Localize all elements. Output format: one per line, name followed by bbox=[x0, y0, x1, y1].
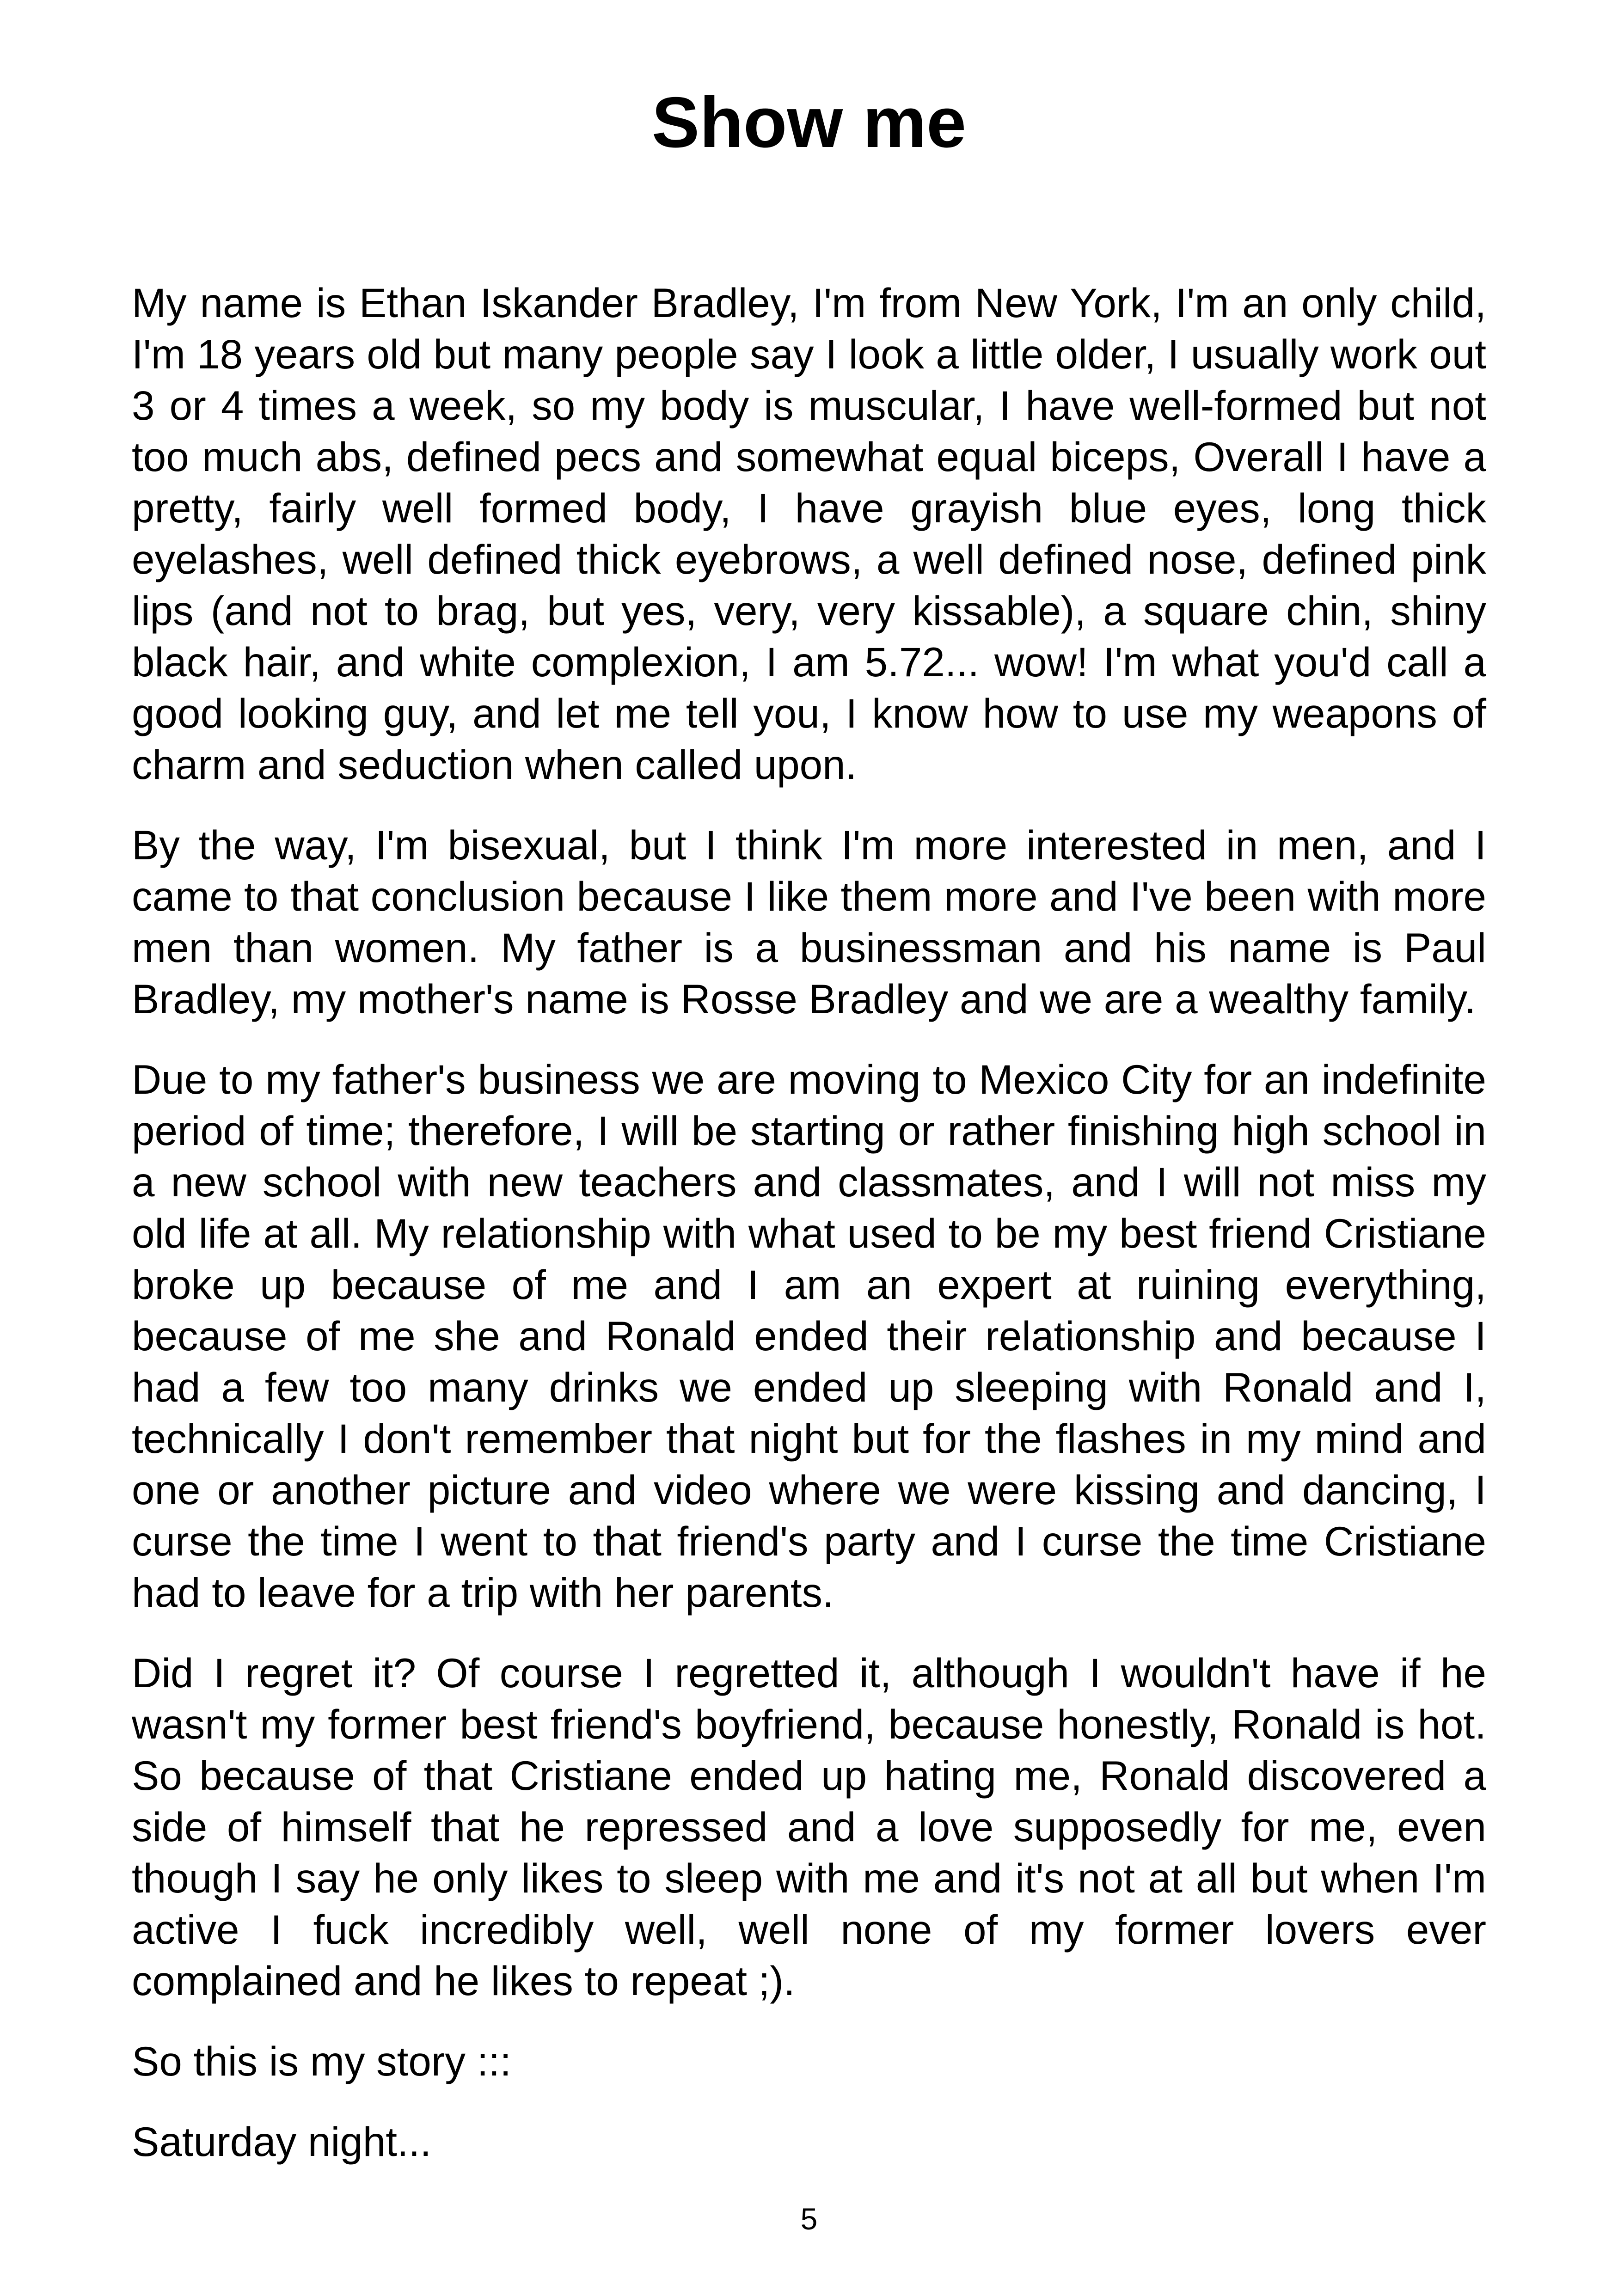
paragraph-regret: Did I regret it? Of course I regretted it, although I wouldn't have if he wasn't my former best friend's boyfriend, because honestly, Ronald is hot. So because of that Cristiane ended up hating me, Ronald discovered a side of himself that he repressed and a love supposedly for me, even though I say he only likes to sleep with me and it's not at all but when I'm active I fuck incredibly well, well none of my former lovers ever complained and he likes to repeat ;). bbox=[132, 1650, 1486, 2004]
paragraph-saturday: Saturday night... bbox=[132, 2118, 432, 2165]
page-title: Show me bbox=[651, 82, 967, 162]
paragraph-family: By the way, I'm bisexual, but I think I'm more interested in men, and I came to that conclusion because I like them more and I've been with more men than women. My father is a businessman and his name is Paul Bradley, my mother's name is Rosse Bradley and we are a wealthy family. bbox=[132, 822, 1486, 1022]
paragraph-intro: My name is Ethan Iskander Bradley, I'm from New York, I'm an only child, I'm 18 years old but many people say I look a little older, I usually work out 3 or 4 times a week, so my body is muscular, I have well-formed but not too much abs, defined pecs and somewhat equal biceps, Overall I have a pretty, fairly well formed body, I have grayish blue eyes, long thick eyelashes, well defined thick eyebrows, a well defined nose, defined pink lips (and not to brag, but yes, very, very kissable), a square chin, shiny black hair, and white complexion, I am 5.72... wow! I'm what you'd call a good looking guy, and let me tell you, I know how to use my weapons of charm and seduction when called upon. bbox=[132, 280, 1486, 788]
paragraph-moving: Due to my father's business we are moving to Mexico City for an indefinite period of time; therefore, I will be starting or rather finishing high school in a new school with new teachers and classmates, and I will not miss my old life at all. My relationship with what used to be my best friend Cristiane broke up because of me and I am an expert at ruining everything, because of me she and Ronald ended their relationship and because I had a few too many drinks we ended up sleeping with Ronald and I, technically I don't remember that night but for the flashes in my mind and one or another picture and video where we were kissing and dancing, I curse the time I went to that friend's party and I curse the time Cristiane had to leave for a trip with her parents. bbox=[132, 1056, 1486, 1616]
page-number: 5 bbox=[800, 2202, 818, 2236]
paragraph-story: So this is my story ::: bbox=[132, 2038, 511, 2084]
body-text bbox=[132, 277, 1486, 2197]
